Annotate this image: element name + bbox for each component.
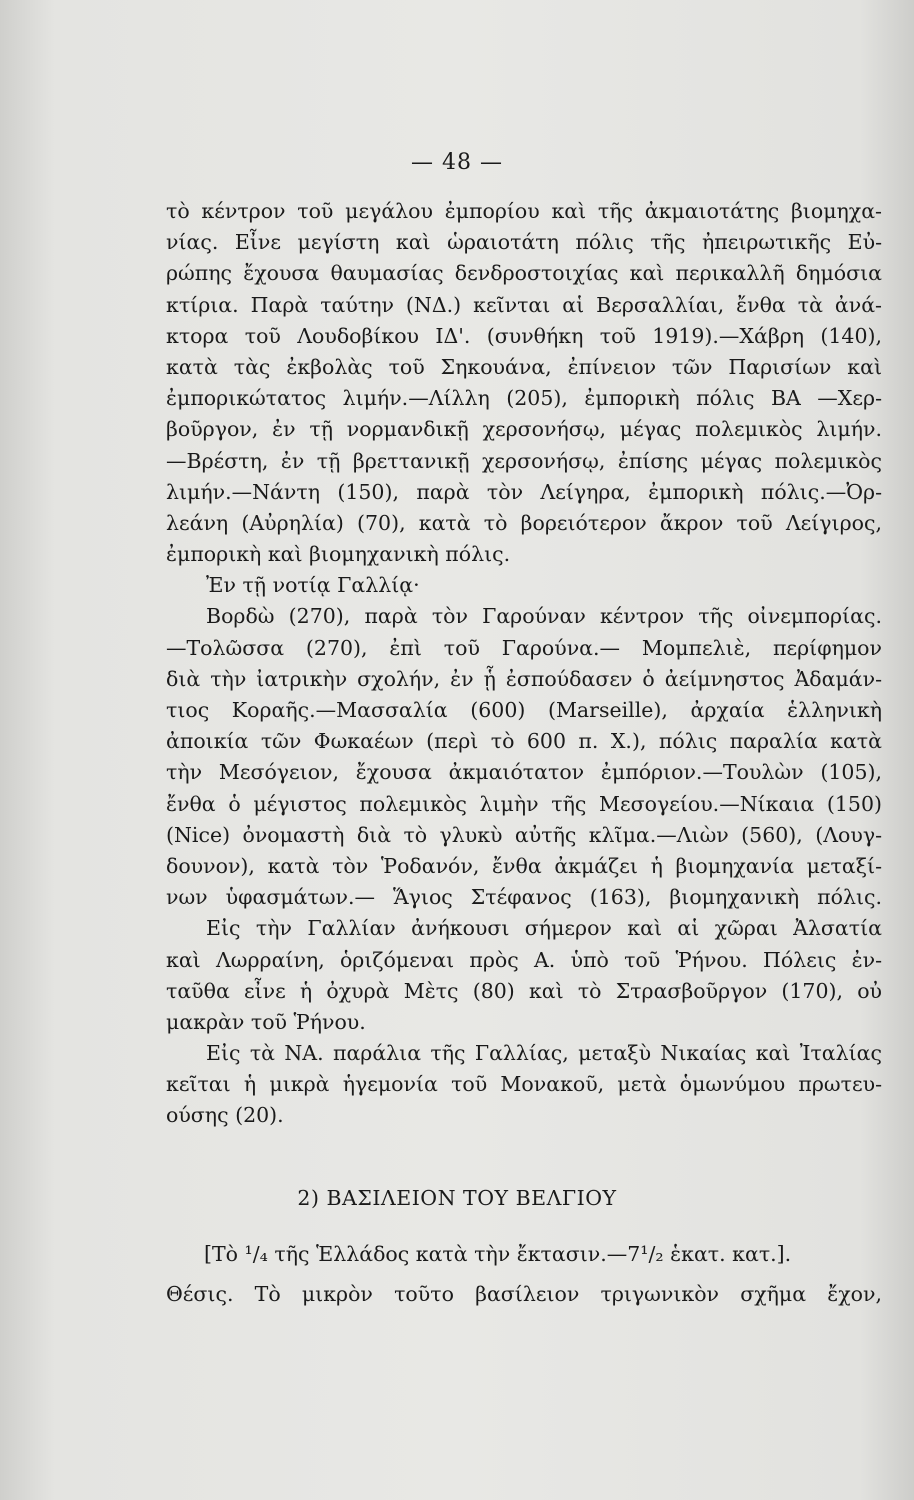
text-line: Βορδὼ (270), παρὰ τὸν Γαρούναν κέντρον τῆς οἰνεμπορίας. bbox=[206, 604, 882, 629]
text-line: —Βρέστη, ἐν τῇ βρεττανικῇ χερσονήσῳ, ἐπίσης μέγας πολεμικὸς bbox=[166, 448, 882, 473]
text-line: ἔνθα ὁ μέγιστος πολεμικὸς λιμὴν τῆς Μεσογείου.—Νίκαια (150) bbox=[166, 791, 882, 816]
text-line: διὰ τὴν ἰατρικὴν σχολήν, ἐν ᾗ ἐσπούδασεν ὁ ἀείμνηστος Ἀδαμάν- bbox=[166, 666, 882, 691]
text-line: λιμήν.—Νάντη (150), παρὰ τὸν Λείγηρα, ἐμπορικὴ πόλις.—Ὀρ- bbox=[166, 479, 882, 504]
text-line: κτορα τοῦ Λουδοβίκου ΙΔ'. (συνθήκη τοῦ 1919).—Χάβρη (140), bbox=[166, 323, 882, 348]
text-line: Εἰς τὰ ΝΑ. παράλια τῆς Γαλλίας, μεταξὺ Νικαίας καὶ Ἰταλίας bbox=[206, 1041, 882, 1066]
text-line: ἀποικία τῶν Φωκαέων (περὶ τὸ 600 π. Χ.), πόλις παραλία κατὰ bbox=[166, 729, 882, 754]
text-line: [Τὸ ¹/₄ τῆς Ἑλλάδος κατὰ τὴν ἔκτασιν.—7¹/₂ ἑκατ. κατ.]. bbox=[204, 1242, 792, 1266]
section-intro bbox=[166, 1234, 882, 1314]
text-line: τὸ κέντρον τοῦ μεγάλου ἐμπορίου καὶ τῆς ἀκμαιοτάτης βιομηχα- bbox=[166, 199, 882, 223]
text-line: καὶ Λωρραίνη, ὁριζόμεναι πρὸς Α. ὑπὸ τοῦ Ῥήνου. Πόλεις ἐν- bbox=[166, 947, 882, 972]
text-line: ούσης (20). bbox=[166, 1103, 284, 1128]
text-line: βοῦργον, ἐν τῇ νορμανδικῇ χερσονήσῳ, μέγας πολεμικὸς λιμήν. bbox=[166, 417, 882, 442]
text-line: —Τολῶσσα (270), ἐπὶ τοῦ Γαρούνα.— Μομπελιὲ, περίφημον bbox=[166, 635, 882, 660]
text-line: τιος Κοραῆς.—Μασσαλία (600) (Marseille), ἀρχαία ἑλληνικὴ bbox=[166, 698, 882, 722]
section-heading: 2) ΒΑΣΙΛΕΙΟΝ ΤΟΥ ΒΕΛΓΙΟΥ bbox=[297, 1186, 617, 1210]
text-line: τὴν Μεσόγειον, ἔχουσα ἀκμαιότατον ἐμπόριον.—Τουλὼν (105), bbox=[166, 760, 882, 785]
text-line: νων ὑφασμάτων.— Ἅγιος Στέφανος (163), βιομηχανικὴ πόλις. bbox=[166, 885, 882, 910]
text-line: δουνον), κατὰ τὸν Ῥοδανόν, ἔνθα ἀκμάζει ἡ βιομηχανία μεταξί- bbox=[166, 853, 882, 878]
page-number: — 48 — bbox=[411, 150, 503, 175]
text-line: ἐμπορικώτατος λιμήν.—Λίλλη (205), ἐμπορικὴ πόλις ΒΑ —Χερ- bbox=[166, 386, 882, 411]
body-text bbox=[166, 196, 882, 1132]
text-line: Εἰς τὴν Γαλλίαν ἀνήκουσι σήμερον καὶ αἱ χῶραι Ἀλσατία bbox=[206, 916, 882, 941]
text-line: Ἐν τῇ νοτίᾳ Γαλλίᾳ· bbox=[206, 573, 420, 598]
text-line: λεάνη (Αὐρηλία) (70), κατὰ τὸ βορειότερον ἄκρον τοῦ Λείγιρος, bbox=[166, 510, 882, 535]
text-line: κεῖται ἡ μικρὰ ἡγεμονία τοῦ Μονακοῦ, μετὰ ὁμωνύμου πρωτευ- bbox=[166, 1072, 882, 1097]
text-line: ταῦθα εἶνε ἡ ὀχυρὰ Μὲτς (80) καὶ τὸ Στρασβοῦργον (170), οὐ bbox=[166, 978, 882, 1003]
text-line: (Nice) ὀνομαστὴ διὰ τὸ γλυκὺ αὐτῆς κλῖμα.—Λιὼν (560), (Λουγ- bbox=[166, 822, 882, 847]
text-line: Θέσις. Τὸ μικρὸν τοῦτο βασίλειον τριγωνικὸν σχῆμα ἔχον, bbox=[166, 1282, 882, 1306]
text-line: κατὰ τὰς ἐκβολὰς τοῦ Σηκουάνα, ἐπίνειον τῶν Παρισίων καὶ bbox=[166, 354, 882, 379]
text-line: ἐμπορικὴ καὶ βιομηχανικὴ πόλις. bbox=[166, 542, 511, 567]
text-line: νίας. Εἶνε μεγίστη καὶ ὡραιοτάτη πόλις τῆς ἠπειρωτικῆς Εὐ- bbox=[166, 230, 882, 255]
text-line: μακρὰν τοῦ Ῥήνου. bbox=[166, 1009, 366, 1034]
text-line: ρώπης ἔχουσα θαυμασίας δενδροστοιχίας καὶ περικαλλῆ δημόσια bbox=[166, 261, 882, 286]
text-line: κτίρια. Παρὰ ταύτην (ΝΔ.) κεῖνται αἱ Βερσαλλίαι, ἔνθα τὰ ἀνά- bbox=[166, 292, 882, 317]
